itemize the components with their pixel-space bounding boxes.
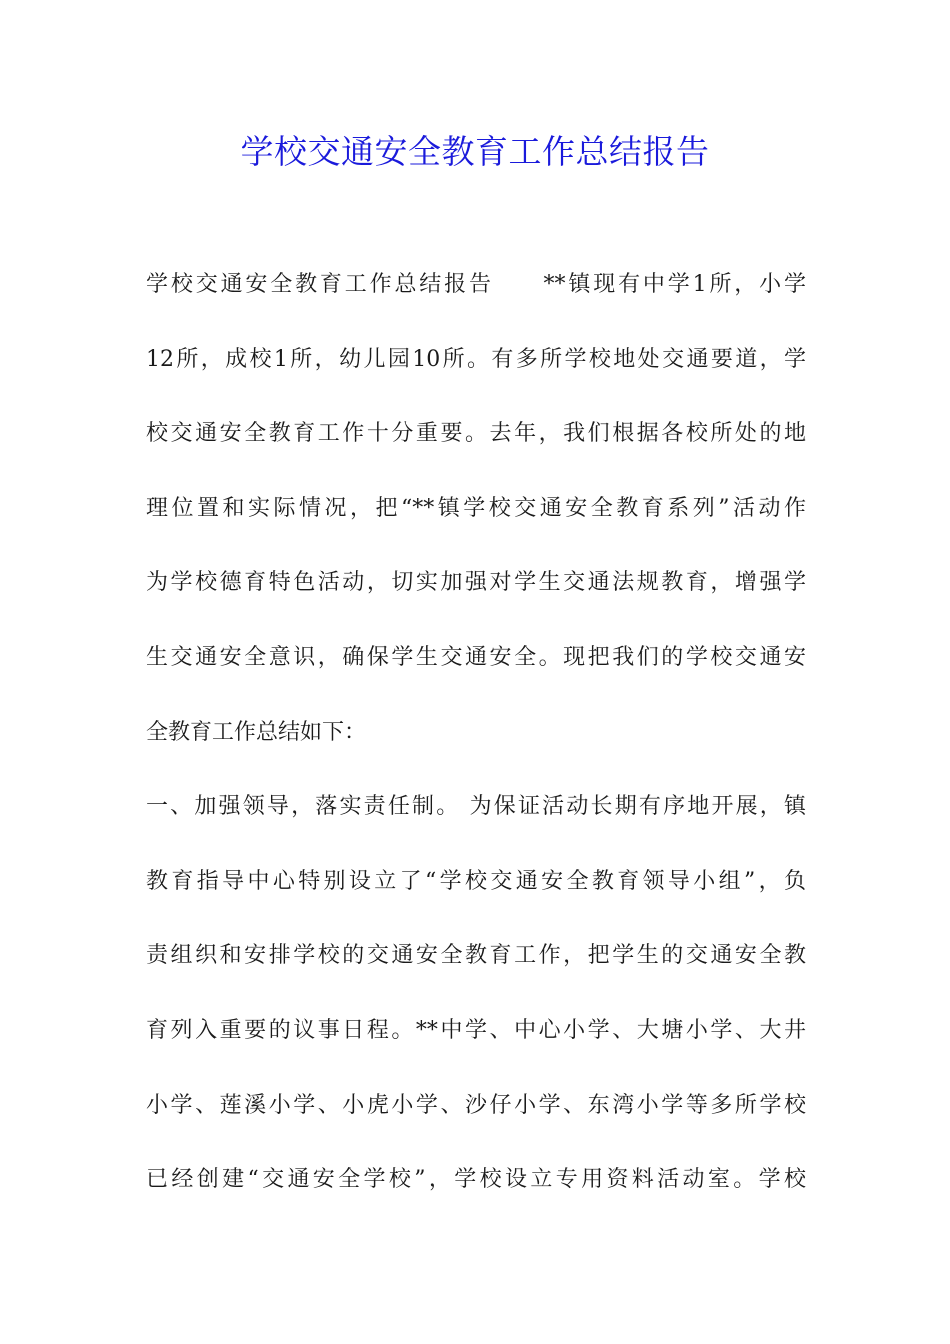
body-line: 为学校德育特色活动，切实加强对学生交通法规教育，增强学 [146,570,806,595]
body-line: 责组织和安排学校的交通安全教育工作，把学生的交通安全教 [146,943,806,968]
body-line: 生交通安全意识，确保学生交通安全。现把我们的学校交通安 [146,645,806,670]
document-title: 学校交通安全教育工作总结报告 [240,132,710,171]
body-line: 育列入重要的议事日程。**中学、中心小学、大塘小学、大井 [146,1018,806,1043]
body-line: 校交通安全教育工作十分重要。去年，我们根据各校所处的地 [146,421,806,446]
body-line: 全教育工作总结如下： [146,720,367,745]
body-line: 已经创建“交通安全学校”，学校设立专用资料活动室。学校 [146,1167,806,1192]
body-line: 12所，成校1所，幼儿园10所。有多所学校地处交通要道，学 [146,347,806,372]
body-line: 小学、莲溪小学、小虎小学、沙仔小学、东湾小学等多所学校 [146,1093,806,1118]
body-line: 学校交通安全教育工作总结报告 **镇现有中学1所，小学 [146,272,806,297]
body-line: 教育指导中心特别设立了“学校交通安全教育领导小组”，负 [146,869,806,894]
body-line: 一、加强领导，落实责任制。 为保证活动长期有序地开展，镇 [146,794,806,819]
body-line: 理位置和实际情况，把“**镇学校交通安全教育系列”活动作 [146,496,806,521]
